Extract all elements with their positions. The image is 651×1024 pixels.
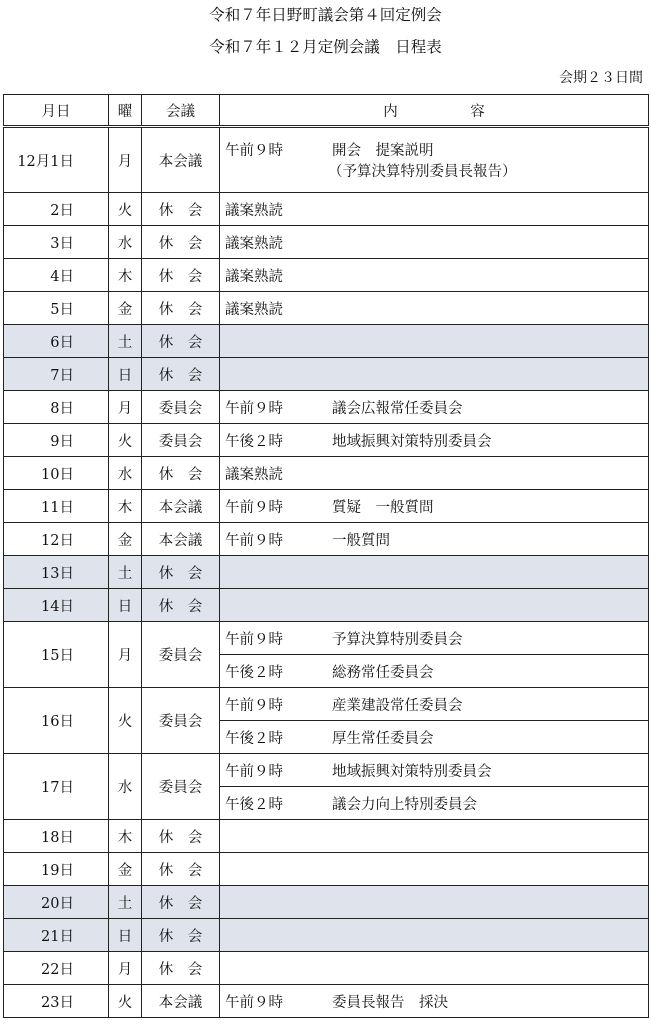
row-date: 2日 [4, 193, 109, 226]
row-time: 午前９時 [225, 763, 283, 780]
row-time: 午後２時 [225, 730, 283, 747]
table-row [4, 490, 649, 523]
row-weekday: 土 [109, 325, 142, 358]
table-row [4, 853, 649, 886]
row-content [220, 919, 649, 952]
row-time: 午前９時 [225, 143, 283, 159]
row-time: 午後２時 [225, 796, 283, 813]
row-time: 午後２時 [225, 433, 283, 450]
row-date: 15日 [4, 622, 109, 688]
row-date: 19日 [4, 853, 109, 886]
row-meeting: 委員会 [142, 688, 220, 754]
row-date: 22日 [4, 952, 109, 985]
table-row [4, 820, 649, 853]
row-content [220, 787, 649, 820]
row-weekday: 火 [109, 424, 142, 457]
row-content-text: 総務常任委員会 [332, 664, 434, 681]
row-date: 20日 [4, 886, 109, 919]
schedule-table [3, 94, 649, 1018]
row-date: 4日 [4, 259, 109, 292]
row-meeting: 本会議 [142, 523, 220, 556]
row-date: 5日 [4, 292, 109, 325]
row-weekday: 金 [109, 853, 142, 886]
row-date: 7日 [4, 358, 109, 391]
row-content-text: 地域振興対策特別委員会 [332, 433, 492, 450]
row-content-text: 議案熟読 [225, 268, 283, 285]
row-date: 18日 [4, 820, 109, 853]
row-meeting: 休 会 [142, 556, 220, 589]
row-date: 12月1日 [4, 127, 109, 193]
row-date: 6日 [4, 325, 109, 358]
row-weekday: 木 [109, 820, 142, 853]
header-date: 月日 [4, 95, 109, 127]
row-date: 10日 [4, 457, 109, 490]
row-content [220, 754, 649, 787]
row-weekday: 日 [109, 919, 142, 952]
row-content-text: 議案熟読 [225, 235, 283, 252]
row-content [220, 886, 649, 919]
row-date: 14日 [4, 589, 109, 622]
document-title: 令和７年日野町議会第４回定例会 [209, 6, 442, 24]
table-row [4, 457, 649, 490]
row-meeting: 休 会 [142, 919, 220, 952]
row-meeting: 休 会 [142, 259, 220, 292]
row-content [220, 325, 649, 358]
row-time: 午前９時 [225, 631, 283, 648]
row-weekday: 水 [109, 226, 142, 259]
table-row [4, 886, 649, 919]
row-date: 9日 [4, 424, 109, 457]
row-weekday: 水 [109, 457, 142, 490]
table-row [4, 391, 649, 424]
row-weekday: 土 [109, 556, 142, 589]
row-content [220, 655, 649, 688]
row-content [220, 424, 649, 457]
row-meeting: 本会議 [142, 127, 220, 193]
row-date: 21日 [4, 919, 109, 952]
table-row [4, 985, 649, 1018]
row-meeting: 委員会 [142, 754, 220, 820]
row-meeting: 本会議 [142, 490, 220, 523]
row-content-text: 議会力向上特別委員会 [332, 796, 477, 813]
row-content-text: 予算決算特別委員会 [332, 631, 463, 648]
document-subtitle: 令和７年１２月定例会議 日程表 [209, 38, 442, 56]
row-time: 午前９時 [225, 994, 283, 1011]
table-row [4, 325, 649, 358]
content-line [225, 139, 648, 160]
row-time: 午前９時 [225, 697, 283, 714]
row-content-text: 議案熟読 [225, 301, 283, 318]
row-content [220, 721, 649, 754]
row-content [220, 292, 649, 325]
row-meeting: 休 会 [142, 325, 220, 358]
table-row [4, 193, 649, 226]
row-date: 3日 [4, 226, 109, 259]
row-content [220, 358, 649, 391]
row-date: 11日 [4, 490, 109, 523]
session-period: 会期２３日間 [559, 70, 643, 86]
row-content [220, 490, 649, 523]
row-weekday: 金 [109, 292, 142, 325]
row-content-text: 議案熟読 [225, 202, 283, 219]
row-weekday: 月 [109, 622, 142, 688]
table-row [4, 292, 649, 325]
table-row [4, 556, 649, 589]
row-content [220, 688, 649, 721]
row-meeting: 休 会 [142, 952, 220, 985]
row-weekday: 日 [109, 589, 142, 622]
table-row [4, 226, 649, 259]
row-content [220, 391, 649, 424]
row-weekday: 金 [109, 523, 142, 556]
table-row [4, 622, 649, 655]
row-weekday: 火 [109, 688, 142, 754]
row-content-text: 厚生常任委員会 [332, 730, 434, 747]
table-row [4, 424, 649, 457]
row-meeting: 委員会 [142, 391, 220, 424]
row-content [220, 127, 649, 193]
schedule-body [4, 127, 649, 1018]
row-time: 午前９時 [225, 499, 283, 516]
table-row [4, 358, 649, 391]
row-weekday: 月 [109, 127, 142, 193]
row-time: 午前９時 [225, 400, 283, 417]
row-content [220, 853, 649, 886]
row-content [220, 589, 649, 622]
row-weekday: 木 [109, 259, 142, 292]
row-meeting: 休 会 [142, 457, 220, 490]
row-content [220, 193, 649, 226]
row-weekday: 木 [109, 490, 142, 523]
row-weekday: 月 [109, 952, 142, 985]
row-content-text: 議会広報常任委員会 [332, 400, 463, 417]
row-time: 午後２時 [225, 664, 283, 681]
row-content-text: 質疑 一般質問 [332, 499, 434, 516]
row-content-text: 委員長報告 採決 [332, 994, 448, 1011]
row-content-text: 一般質問 [332, 532, 390, 549]
header-content: 内 容 [220, 95, 649, 127]
row-date: 16日 [4, 688, 109, 754]
row-meeting: 本会議 [142, 985, 220, 1018]
row-content [220, 457, 649, 490]
row-content [220, 820, 649, 853]
row-content [220, 985, 649, 1018]
table-header-row [4, 95, 649, 127]
row-meeting: 委員会 [142, 424, 220, 457]
row-meeting: 休 会 [142, 886, 220, 919]
table-row [4, 523, 649, 556]
header-weekday: 曜 [109, 95, 142, 127]
row-meeting: 休 会 [142, 820, 220, 853]
table-row [4, 754, 649, 787]
row-content [220, 226, 649, 259]
row-date: 13日 [4, 556, 109, 589]
row-content-text: 議案熟読 [225, 466, 283, 483]
row-meeting: 委員会 [142, 622, 220, 688]
row-meeting: 休 会 [142, 292, 220, 325]
row-meeting: 休 会 [142, 853, 220, 886]
row-weekday: 月 [109, 391, 142, 424]
row-content [220, 556, 649, 589]
header-meeting: 会議 [142, 95, 220, 127]
row-content [220, 259, 649, 292]
row-meeting: 休 会 [142, 193, 220, 226]
row-content [220, 622, 649, 655]
table-row [4, 688, 649, 721]
row-content-text: 開会 提案説明 [332, 143, 434, 159]
table-row [4, 589, 649, 622]
row-content-text: 産業建設常任委員会 [332, 697, 463, 714]
row-date: 12日 [4, 523, 109, 556]
table-row [4, 952, 649, 985]
table-row [4, 259, 649, 292]
row-weekday: 日 [109, 358, 142, 391]
row-time: 午前９時 [225, 532, 283, 549]
row-content [220, 952, 649, 985]
row-weekday: 水 [109, 754, 142, 820]
row-date: 8日 [4, 391, 109, 424]
row-date: 17日 [4, 754, 109, 820]
row-weekday: 火 [109, 193, 142, 226]
row-meeting: 休 会 [142, 226, 220, 259]
content-note: （予算決算特別委員長報告） [328, 164, 517, 180]
row-meeting: 休 会 [142, 589, 220, 622]
table-row [4, 919, 649, 952]
row-weekday: 土 [109, 886, 142, 919]
row-weekday: 火 [109, 985, 142, 1018]
row-content-text: 地域振興対策特別委員会 [332, 763, 492, 780]
row-content [220, 523, 649, 556]
row-meeting: 休 会 [142, 358, 220, 391]
table-row [4, 127, 649, 193]
row-date: 23日 [4, 985, 109, 1018]
